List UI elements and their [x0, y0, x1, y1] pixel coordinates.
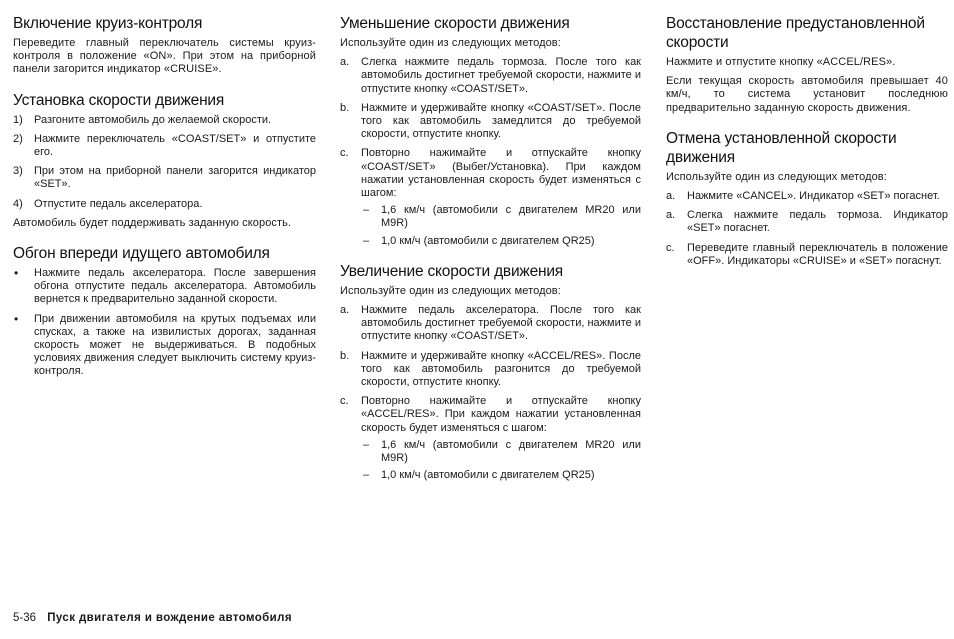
overtake-list	[13, 267, 316, 379]
heading-overtake: Обгон впереди идущего автомобиля	[13, 245, 270, 263]
list-item	[340, 304, 641, 344]
sub-item-text: 1,0 км/ч (автомобили с двигателем QR25)	[381, 234, 595, 247]
increase-methods-list	[340, 304, 641, 482]
heading-cancel: Отмена установленной скорости движения	[666, 129, 897, 166]
heading-set-speed: Установка скорости движения	[13, 91, 225, 109]
paragraph-cruise-on: Переведите главный переключатель системы круиз-контроля в положение «ON». При этом на приборной панели загорится индикатор «CRUISE».	[13, 37, 316, 76]
list-item	[340, 350, 641, 390]
list-item	[13, 165, 316, 191]
item-marker: b.	[340, 101, 350, 114]
step-size-list	[361, 439, 641, 483]
list-item	[340, 395, 641, 482]
item-text: Нажмите «CANCEL». Индикатор «SET» погаснет.	[687, 190, 940, 203]
list-item	[13, 133, 316, 159]
bullet-marker: •	[14, 311, 19, 326]
list-item	[666, 209, 948, 235]
step-text: Отпустите педаль акселератора.	[34, 197, 203, 210]
step-text: Разгоните автомобиль до желаемой скорости.	[34, 113, 272, 126]
list-item	[361, 204, 641, 230]
paragraph-cancel-intro: Используйте один из следующих методов:	[666, 170, 887, 183]
list-item	[340, 56, 641, 96]
dash-marker: –	[363, 234, 370, 247]
heading-cruise-on: Включение круиз-контроля	[13, 15, 203, 32]
list-item	[361, 235, 641, 248]
paragraph-resume-2: Если текущая скорость автомобиля превышает 40 км/ч, то система установит последнюю предварительно заданную скорость движения.	[666, 75, 948, 114]
item-marker: b.	[340, 349, 350, 362]
list-item	[666, 242, 948, 268]
bullet-text: Нажмите педаль акселератора. После завершения обгона отпустите педаль акселератора. Автомобиль вернется к предварительно заданной скорости.	[34, 267, 316, 306]
cancel-methods-list	[666, 190, 948, 268]
heading-increase: Увеличение скорости движения	[340, 262, 564, 280]
paragraph-increase-intro: Используйте один из следующих методов:	[340, 284, 561, 297]
list-item	[13, 198, 316, 211]
page-footer	[13, 612, 292, 624]
list-item	[361, 469, 641, 482]
item-marker: a.	[340, 56, 350, 69]
list-item	[340, 102, 641, 142]
section-title: Пуск двигателя и вождение автомобиля	[47, 612, 292, 624]
column-left	[13, 14, 316, 385]
step-text: При этом на приборной панели загорится индикатор «SET».	[34, 165, 316, 191]
sub-item-text: 1,6 км/ч (автомобили с двигателем MR20 или M9R)	[381, 438, 641, 465]
list-item	[13, 267, 316, 307]
sub-item-text: 1,6 км/ч (автомобили с двигателем MR20 или M9R)	[381, 204, 641, 230]
heading-decrease: Уменьшение скорости движения	[340, 15, 570, 32]
item-text: Слегка нажмите педаль тормоза. Индикатор «SET» погаснет.	[687, 209, 948, 235]
dash-marker: –	[363, 204, 370, 217]
item-marker: a.	[340, 304, 350, 317]
page-number: 5-36	[13, 612, 37, 624]
sub-item-text: 1,0 км/ч (автомобили с двигателем QR25)	[381, 469, 595, 482]
list-item	[666, 190, 948, 203]
item-text: Нажмите и удерживайте кнопку «COAST/SET». После того как автомобиль замедлится до требуемой скорости, отпустите кнопку.	[361, 101, 641, 141]
item-marker: a.	[666, 209, 676, 222]
steps-list	[13, 114, 316, 211]
paragraph-set-speed-note: Автомобиль будет поддерживать заданную скорость.	[13, 216, 292, 229]
item-marker: c.	[340, 147, 349, 160]
list-item	[340, 147, 641, 247]
heading-resume: Восстановление предустановленной скорости	[666, 15, 925, 51]
item-text: Переведите главный переключатель в положение «OFF». Индикаторы «CRUISE» и «SET» погаснут.	[687, 241, 948, 267]
list-item	[361, 439, 641, 465]
item-text: Повторно нажимайте и отпускайте кнопку «ACCEL/RES». При каждом нажатии установленная скорость будет изменяться с шагом:	[361, 395, 641, 434]
bullet-marker: •	[14, 266, 19, 281]
step-text: Нажмите переключатель «COAST/SET» и отпустите его.	[34, 132, 316, 159]
list-item	[13, 313, 316, 379]
step-marker: 4)	[13, 197, 23, 210]
step-marker: 1)	[13, 113, 23, 126]
column-middle	[340, 14, 641, 488]
item-marker: c.	[666, 241, 675, 254]
paragraph-resume-1: Нажмите и отпустите кнопку «ACCEL/RES».	[666, 56, 896, 68]
step-size-list	[361, 204, 641, 248]
item-text: Повторно нажимайте и отпускайте кнопку «COAST/SET» (Выбег/Установка). При каждом нажатии установленная скорость будет изменяться с шагом:	[361, 147, 641, 200]
item-text: Нажмите педаль акселератора. После того как автомобиль достигнет требуемой скорости, нажмите и отпустите кнопку «COAST/SET».	[361, 304, 641, 343]
item-marker: c.	[340, 395, 349, 408]
item-text: Нажмите и удерживайте кнопку «ACCEL/RES». После того как автомобиль разгонится до требуемой скорости, отпустите кнопку.	[361, 349, 641, 389]
item-text: Слегка нажмите педаль тормоза. После того как автомобиль достигнет требуемой скорости, нажмите и отпустите кнопку «COAST/SET».	[361, 56, 641, 95]
paragraph-decrease-intro: Используйте один из следующих методов:	[340, 37, 561, 49]
step-marker: 3)	[13, 165, 23, 178]
dash-marker: –	[363, 469, 370, 482]
dash-marker: –	[363, 438, 370, 451]
bullet-text: При движении автомобиля на крутых подъемах или спусках, а также на извилистых дорогах, заданная скорость может не выдерживаться. В подобных условиях движения следует выключить систему круиз-контроля.	[34, 312, 316, 378]
column-right	[666, 14, 948, 274]
decrease-methods-list	[340, 56, 641, 248]
item-marker: a.	[666, 190, 676, 203]
list-item	[13, 114, 316, 127]
step-marker: 2)	[13, 132, 23, 145]
